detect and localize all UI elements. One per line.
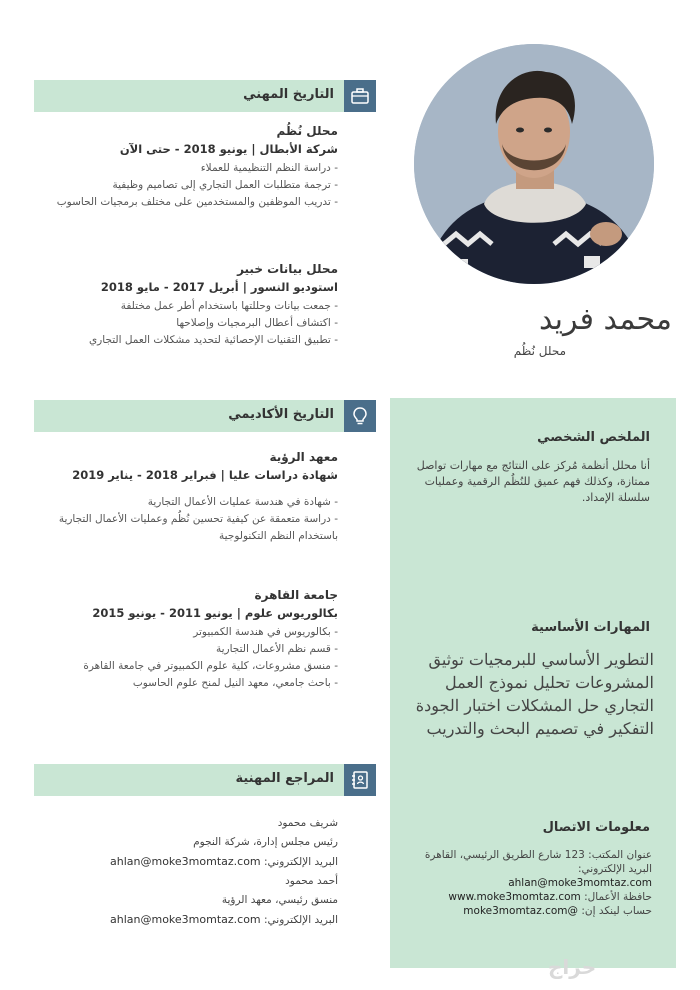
list-item: - دراسة النظم التنظيمية للعملاء [34,160,338,177]
contact-title: معلومات الاتصال [542,820,650,835]
briefcase-icon [350,86,370,106]
portfolio-link[interactable]: www.moke3momtaz.com [448,891,581,903]
portfolio-label: حافظة الأعمال: [584,891,652,903]
education-entry [34,450,338,545]
experience-org: محلل بيانات خبير [237,262,338,276]
education-role: بكالوريوس علوم | يونيو 2011 - يونيو 2015 [92,606,338,620]
linkedin-link[interactable]: @moke3momtaz.com [463,905,579,917]
education-section-header [34,400,376,432]
watermark: حراج [548,955,597,979]
skills-title: المهارات الأساسية [531,620,650,635]
address-value: 123 شارع الطريق الرئيسي، القاهرة [424,849,585,861]
lightbulb-icon [350,406,370,426]
references-section-header [34,764,376,796]
summary-text: أنا محلل أنظمة مُركز على النتائج مع مهارات تواصل ممتازة، وكذلك فهم عميق للنُظُم الرقمية وعمليات سلسلة الإمداد. [416,459,650,504]
list-item: - منسق مشروعات، كلية علوم الكمبيوتر في جامعة القاهرة [34,658,338,675]
reference-email-label: البريد الإلكتروني: [264,914,338,926]
candidate-job-title: محلل نُظُم [513,344,566,358]
list-item: - جمعت بيانات وحللتها باستخدام أطر عمل مختلفة [34,298,338,315]
list-item: - بكالوريوس في هندسة الكمبيوتر [34,624,338,641]
education-org: معهد الرؤية [269,450,338,464]
address-label: عنوان المكتب: [588,849,652,861]
contact-info [402,848,652,918]
list-item: - شهادة في هندسة عمليات الأعمال التجارية [34,494,338,511]
reference-position: رئيس مجلس إدارة، شركة النجوم [193,836,338,848]
references-icon-box [344,764,376,796]
candidate-name: محمد فريد [538,302,672,337]
experience-role: شركة الأبطال | يونيو 2018 - حتى الآن [119,142,338,156]
reference-position: منسق رئيسي، معهد الرؤية [221,894,338,906]
skills-text: التطوير الأساسي للبرمجيات توثيق المشروعات تحليل نموذج العمل التجاري حل المشكلات اختبار الجودة التفكير في تصميم البحث والتدريب [415,650,654,738]
reference-name: أحمد محمود [285,875,338,887]
profile-photo-illustration [414,44,654,284]
list-item: - تدريب الموظفين والمستخدمين على مختلف برمجيات الحاسوب [34,194,338,211]
experience-icon-box [344,80,376,112]
reference-email-link[interactable]: ahlan@moke3momtaz.com [110,855,261,868]
reference-name: شريف محمود [277,817,338,829]
profile-photo [414,44,654,284]
reference-entry [34,814,338,930]
linkedin-label: حساب لينكد إن: [581,905,652,917]
education-icon-box [344,400,376,432]
reference-email-label: البريد الإلكتروني: [264,856,338,868]
contact-card-icon [350,770,370,790]
summary-title: الملخص الشخصي [537,430,650,445]
list-item: - قسم نظم الأعمال التجارية [34,641,338,658]
experience-section-title: التاريخ المهني [243,87,334,102]
experience-role: استوديو النسور | أبريل 2017 - مايو 2018 [100,280,338,294]
list-item: - اكتشاف أعطال البرمجيات وإصلاحها [34,315,338,332]
references-section-title: المراجع المهنية [235,771,334,786]
reference-email-link[interactable]: ahlan@moke3momtaz.com [110,913,261,926]
experience-entry [34,124,338,211]
education-section-title: التاريخ الأكاديمي [228,407,334,422]
list-item: - تطبيق التقنيات الإحصائية لتحديد مشكلات العمل التجاري [34,332,338,349]
experience-section-header [34,80,376,112]
education-org: جامعة القاهرة [254,588,338,602]
list-item: - دراسة متعمقة عن كيفية تحسين نُظُم وعمليات الأعمال التجارية باستخدام النظم التكنولوجية [34,511,338,545]
contact-email-label: البريد الإلكتروني: [578,863,652,875]
experience-entry [34,262,338,349]
education-entry [34,588,338,692]
list-item: - باحث جامعي، معهد النيل لمنح علوم الحاسوب [34,675,338,692]
contact-email-link[interactable]: ahlan@moke3momtaz.com [508,877,652,889]
sidebar-panel [390,398,676,968]
list-item: - ترجمة متطلبات العمل التجاري إلى تصاميم وظيفية [34,177,338,194]
education-role: شهادة دراسات عليا | فبراير 2018 - يناير 2019 [72,468,338,482]
experience-org: محلل نُظُم [276,124,338,138]
